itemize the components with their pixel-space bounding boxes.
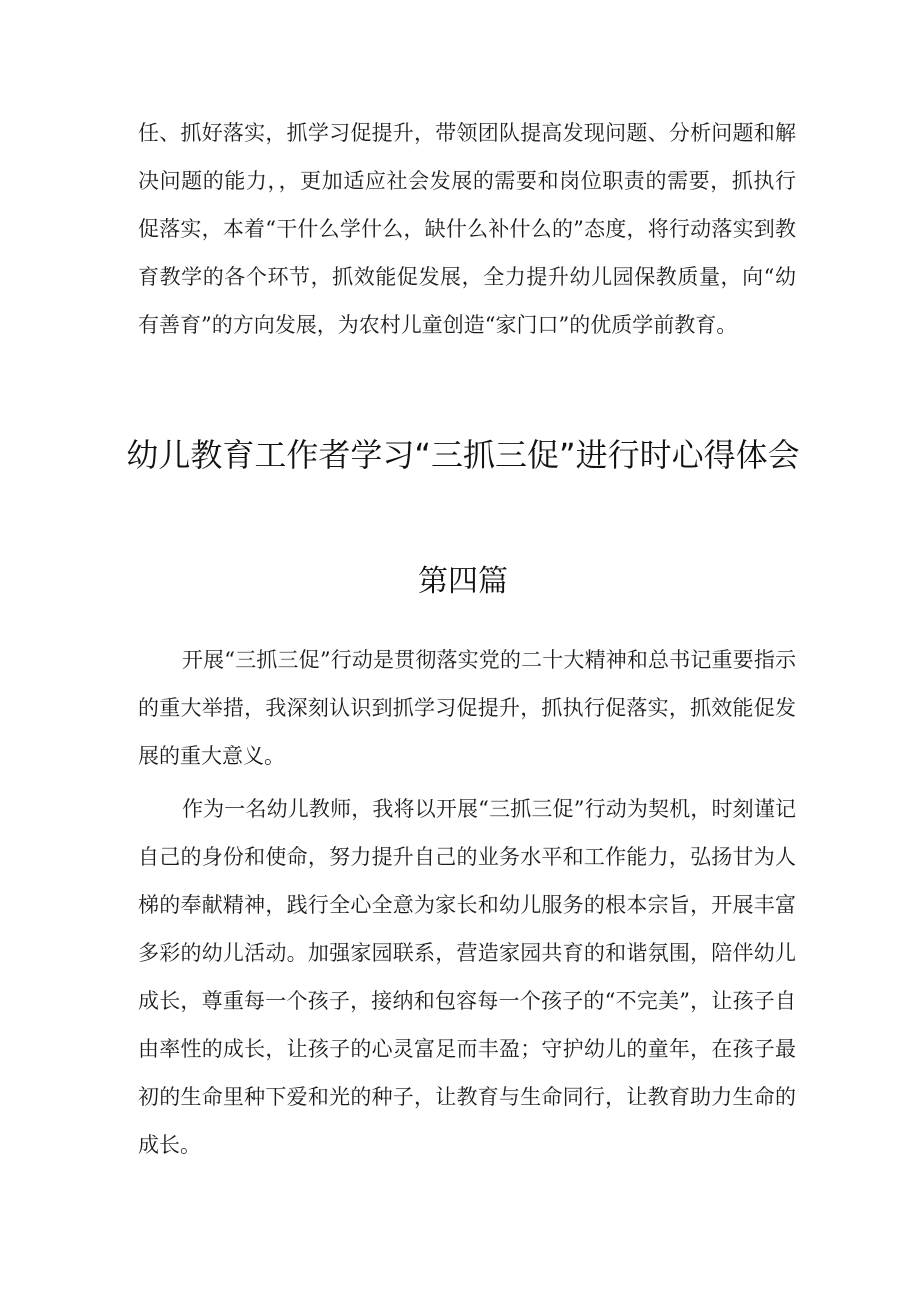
body-paragraph: 作为一名幼儿教师，我将以开展“三抓三促”行动为契机，时刻谨记自己的身份和使命，努力提升自己的业务水平和工作能力，弘扬甘为人梯的奉献精神，践行全心全意为家长和幼儿服务的根本宗旨，开展丰富多彩的幼儿活动。加强家园联系，营造家园共育的和谐氛围，陪伴幼儿成长，尊重每一个孩子，接纳和包容每一个孩子的“不完美”，让孩子自由率性的成长，让孩子的心灵富足而丰盈；守护幼儿的童年，在孩子最初的生命里种下爱和光的种子，让教育与生命同行，让教育助力生命的成长。 bbox=[138, 797, 796, 1157]
document-title: 幼儿教育工作者学习“三抓三促”进行时心得体会 bbox=[126, 436, 800, 474]
document-subtitle: 第四篇 bbox=[418, 564, 508, 599]
body-paragraph: 开展“三抓三促”行动是贯彻落实党的二十大精神和总书记重要指示的重大举措，我深刻认识到抓学习促提升，抓执行促落实，抓效能促发展的重大意义。 bbox=[138, 648, 796, 768]
continuation-paragraph: 任、抓好落实，抓学习促提升，带领团队提高发现问题、分析问题和解决问题的能力，，更加适应社会发展的需要和岗位职责的需要，抓执行促落实，本着“干什么学什么，缺什么补什么的”态度，将行动落实到教育教学的各个环节，抓效能促发展，全力提升幼儿园保教质量，向“幼有善育”的方向发展，为农村儿童创造“家门口”的优质学前教育。 bbox=[138, 121, 796, 337]
